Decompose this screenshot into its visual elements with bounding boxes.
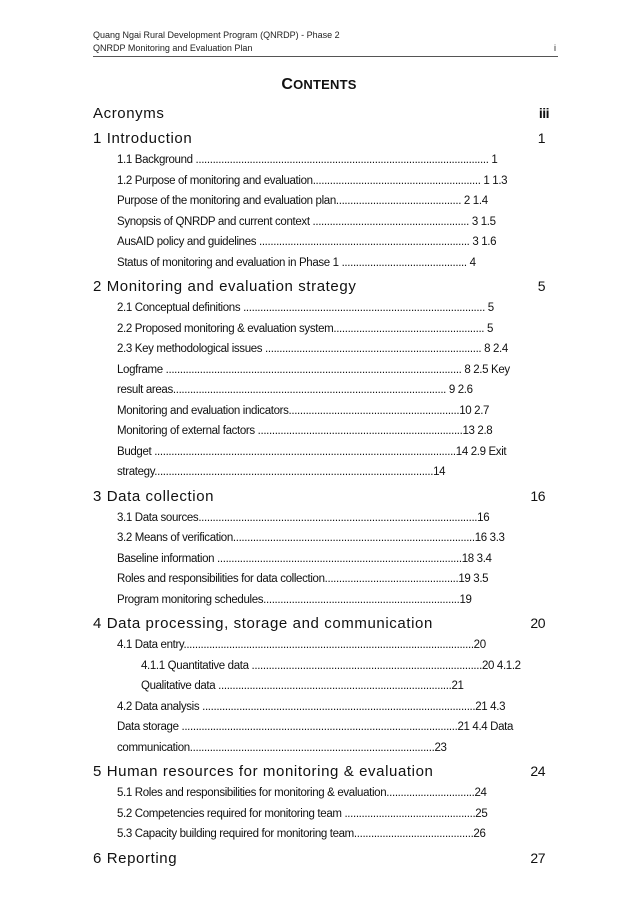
toc-section-entry[interactable]: 2.2 Proposed monitoring & evaluation system..................................................... 5 [117, 322, 494, 335]
toc-section-entry[interactable]: Baseline information ......................................................................................18 3.4 [117, 552, 492, 565]
toc-page-number: 16 [530, 487, 545, 504]
toc-section-entry[interactable]: 3.2 Means of verification.....................................................................................16 3.3 [117, 532, 505, 544]
toc-subsubsection-entry[interactable]: Qualitative data ..................................................................................21 [141, 680, 464, 692]
header-page-number: i [554, 43, 556, 53]
toc-section-entry[interactable]: 5.1 Roles and responsibilities for monitoring & evaluation...............................24 [117, 787, 487, 799]
toc-chapter-entry[interactable] [93, 275, 553, 298]
toc-chapter-title: 2 Monitoring and evaluation strategy [93, 278, 357, 295]
toc-chapter-title: Acronyms [93, 105, 165, 122]
toc-section-entry[interactable]: Data storage .................................................................................................21 4.4 Data [117, 721, 514, 733]
toc-page-number: 5 [537, 278, 545, 294]
toc-chapter-title: 4 Data processing, storage and communication [93, 615, 433, 632]
toc-chapter-title: 1 Introduction [93, 130, 193, 147]
toc-section-entry[interactable]: 4.1 Data entry......................................................................................................20 [117, 639, 486, 651]
toc-page-number: 24 [530, 763, 545, 779]
toc-chapter-entry[interactable] [93, 760, 553, 783]
toc-section-entry[interactable]: communication......................................................................................23 [117, 741, 447, 754]
toc-chapter-title: 6 Reporting [93, 849, 178, 867]
toc-section-entry[interactable]: Logframe ........................................................................................................ 8 2.5 Key [117, 363, 510, 376]
toc-page-number: 20 [530, 615, 545, 631]
toc-chapter-entry[interactable] [93, 847, 553, 870]
toc-chapter-title: 5 Human resources for monitoring & evaluation [93, 763, 434, 780]
toc-section-entry[interactable]: Roles and responsibilities for data collection...............................................19 3.5 [117, 573, 489, 585]
contents-heading-initial: C [281, 76, 294, 93]
toc-section-entry[interactable]: 1.1 Background ....................................................................................................... 1 [117, 154, 498, 166]
toc-section-entry[interactable]: 3.1 Data sources..................................................................................................16 [117, 511, 490, 524]
toc-chapter-title: 3 Data collection [93, 487, 215, 505]
toc-subsubsection-entry[interactable]: 4.1.1 Quantitative data .................................................................................20 4.1.2 [141, 659, 521, 672]
toc-section-entry[interactable]: 2.1 Conceptual definitions ..................................................................................... 5 [117, 302, 494, 314]
toc-section-entry[interactable]: 4.2 Data analysis ................................................................................................21 4.3 [117, 700, 506, 713]
toc-section-entry[interactable]: 2.3 Key methodological issues ............................................................................ 8 2.4 [117, 343, 508, 355]
header-program-title: Quang Ngai Rural Development Program (QNRDP) - Phase 2 [93, 30, 340, 40]
contents-heading-rest: ONTENTS [293, 77, 357, 92]
table-of-contents [93, 100, 553, 870]
toc-section-entry[interactable]: Budget ..........................................................................................................14 2.9 Exit [117, 445, 507, 458]
toc-chapter-entry[interactable] [93, 485, 553, 508]
toc-section-entry[interactable]: 5.2 Competencies required for monitoring team ..............................................25 [117, 807, 488, 820]
contents-heading [0, 76, 638, 94]
toc-chapter-entry[interactable] [93, 102, 553, 125]
header-divider [93, 56, 558, 57]
header-document-title: QNRDP Monitoring and Evaluation Plan [93, 43, 253, 53]
toc-page-number: 1 [537, 130, 545, 146]
toc-section-entry[interactable]: Monitoring of external factors ........................................................................13 2.8 [117, 425, 493, 437]
toc-page-number: 27 [530, 849, 545, 866]
toc-section-entry[interactable]: 1.2 Purpose of monitoring and evaluation........................................................... 1 1.3 [117, 174, 508, 187]
toc-page-number: iii [538, 105, 549, 121]
toc-section-entry[interactable]: Synopsis of QNRDP and current context ....................................................... 3 1.5 [117, 215, 496, 228]
toc-section-entry[interactable]: Purpose of the monitoring and evaluation plan............................................ 2 1.4 [117, 195, 488, 207]
toc-section-entry[interactable]: Monitoring and evaluation indicators............................................................10 2.7 [117, 404, 490, 417]
toc-chapter-entry[interactable] [93, 612, 553, 635]
toc-section-entry[interactable]: Program monitoring schedules.....................................................................19 [117, 593, 472, 606]
toc-section-entry[interactable]: Status of monitoring and evaluation in Phase 1 ............................................ 4 [117, 256, 476, 269]
toc-chapter-entry[interactable] [93, 127, 553, 150]
toc-section-entry[interactable]: AusAID policy and guidelines .......................................................................... 3 1.6 [117, 236, 497, 248]
toc-section-entry[interactable]: result areas................................................................................................ 9 2.6 [117, 384, 473, 396]
toc-section-entry[interactable]: 5.3 Capacity building required for monitoring team..........................................26 [117, 828, 486, 840]
toc-section-entry[interactable]: strategy..................................................................................................14 [117, 466, 446, 478]
